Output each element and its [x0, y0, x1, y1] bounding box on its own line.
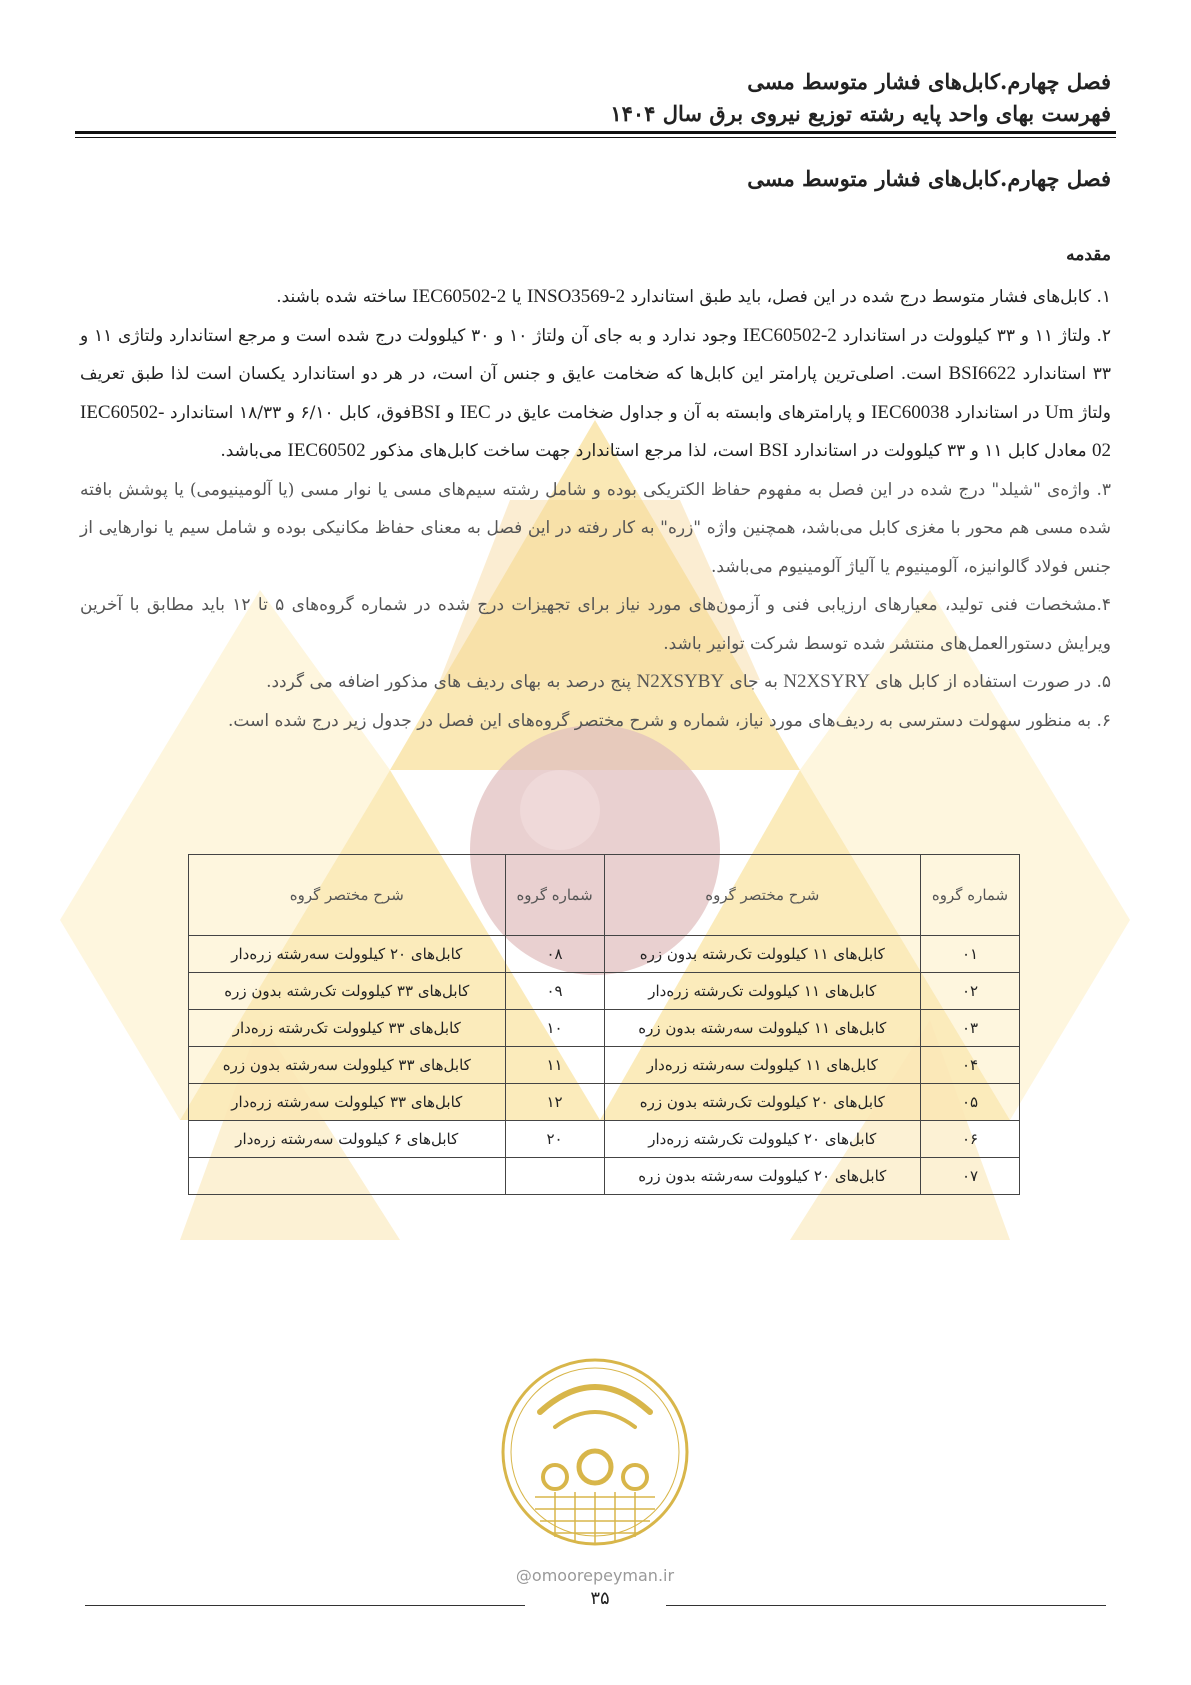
page-header — [80, 66, 1111, 130]
table-row — [189, 1047, 1020, 1084]
p2-standard-bsi-2: BSI — [758, 440, 789, 461]
p1-standard-1: INSO3569-2 — [526, 286, 626, 307]
footer-rule-left — [85, 1605, 525, 1606]
p2-standard-5: IEC60502 — [287, 440, 366, 461]
p1-text-a: ۱. کابل‌های فشار متوسط درج شده در این فصل، باید طبق استاندارد — [625, 287, 1111, 307]
group-description: کابل‌های ۱۱ کیلوولت سه‌رشته بدون زره — [604, 1010, 921, 1047]
page-number: ۳۵ — [590, 1588, 610, 1609]
group-description: کابل‌های ۱۱ کیلوولت سه‌رشته زره‌دار — [604, 1047, 921, 1084]
p2-text-g: فوق، کابل ۶/۱۰ و ۱۸/۳۳ استاندارد — [164, 402, 412, 423]
p1-text-b: یا — [506, 287, 527, 307]
group-number: ۱۱ — [505, 1047, 604, 1084]
p2-standard-2: BSI6622 — [948, 363, 1017, 384]
p2-text-j: می‌باشد. — [220, 441, 288, 461]
header-group-number-1: شماره گروه — [921, 855, 1020, 936]
group-description — [189, 1158, 506, 1195]
group-table — [188, 854, 1020, 1195]
group-number: ۰۹ — [505, 973, 604, 1010]
p2-standard-4: IEC60502-02 — [80, 401, 1111, 461]
header-rule-thick — [75, 131, 1116, 134]
group-number: ۰۱ — [921, 936, 1020, 973]
group-number: ۰۶ — [921, 1121, 1020, 1158]
group-number: ۲۰ — [505, 1121, 604, 1158]
header-group-desc-2: شرح مختصر گروه — [189, 855, 506, 936]
table-row — [189, 1121, 1020, 1158]
paragraph-3: ۳. واژه‌ی "شیلد" درج شده در این فصل به مفهوم حفاظ الکتریکی بوده و شامل رشته سیم‌های مسی یا نوار مسی (یا آلومینیومی) یا پوشش بافته شده مسی هم محور با مغزی کابل می‌باشد، همچنین واژه "زره" به کار رفته در این فصل به معنای حفاظ مکانیکی بوده و شامل سیم یا نوارهایی از جنس فولاد گالوانیزه، آلومینیوم یا آلیاژ آلومینیوم می‌باشد. — [80, 479, 1111, 577]
p2-text-b: وجود ندارد و به جای آن ولتاژ ۱۰ و ۳۰ کیلوولت درج شده است و مرجع استاندارد ولتاژی ۱۱ و ۳۳ استاندارد — [80, 325, 1111, 384]
chapter-title: فصل چهارم.کابل‌های فشار متوسط مسی — [747, 166, 1111, 191]
intro-body — [80, 278, 1111, 740]
group-number — [505, 1158, 604, 1195]
group-number: ۰۵ — [921, 1084, 1020, 1121]
group-number: ۰۸ — [505, 936, 604, 973]
header-group-number-2: شماره گروه — [505, 855, 604, 936]
group-description: کابل‌های ۳۳ کیلوولت سه‌رشته بدون زره — [189, 1047, 506, 1084]
table-row — [189, 936, 1020, 973]
p1-standard-2: IEC60502-2 — [412, 286, 507, 307]
website-link[interactable]: @omoorepeyman.ir — [515, 1566, 675, 1585]
p2-text-h: معادل کابل ۱۱ و ۳۳ کیلوولت در استاندارد — [788, 441, 1092, 461]
group-description: کابل‌های ۳۳ کیلوولت تک‌رشته بدون زره — [189, 973, 506, 1010]
header-chapter-title: فصل چهارم.کابل‌های فشار متوسط مسی — [747, 69, 1111, 94]
p5-cable-code-2: N2XSYBY — [636, 671, 725, 692]
group-number: ۱۲ — [505, 1084, 604, 1121]
p2-text-i: است، لذا مرجع استاندارد جهت ساخت کابل‌های مذکور — [365, 441, 759, 461]
p5-cable-code-1: N2XSYRY — [783, 671, 870, 692]
group-description: کابل‌های ۱۱ کیلوولت تک‌رشته بدون زره — [604, 936, 921, 973]
header-group-desc-1: شرح مختصر گروه — [604, 855, 921, 936]
group-number: ۰۴ — [921, 1047, 1020, 1084]
group-description: کابل‌های ۶ کیلوولت سه‌رشته زره‌دار — [189, 1121, 506, 1158]
paragraph-2 — [80, 317, 1111, 471]
group-number: ۱۰ — [505, 1010, 604, 1047]
paragraph-1 — [80, 278, 1111, 317]
header-document-title: فهرست بهای واحد پایه رشته توزیع نیروی برق سال ۱۴۰۴ — [610, 101, 1111, 126]
group-number: ۰۳ — [921, 1010, 1020, 1047]
group-description: کابل‌های ۲۰ کیلوولت سه‌رشته زره‌دار — [189, 936, 506, 973]
group-description: کابل‌های ۲۰ کیلوولت تک‌رشته بدون زره — [604, 1084, 921, 1121]
p2-standard-iec: IEC — [460, 401, 491, 423]
group-number: ۰۲ — [921, 973, 1020, 1010]
p1-text-c: ساخته شده باشند. — [276, 287, 413, 307]
p2-standard-3: IEC60038 — [871, 401, 950, 423]
p5-text-c: پنج درصد به بهای ردیف های مذکور اضافه می گردد. — [266, 672, 637, 692]
p5-text-b: به جای — [724, 672, 784, 692]
group-description: کابل‌های ۳۳ کیلوولت تک‌رشته زره‌دار — [189, 1010, 506, 1047]
table-row — [189, 973, 1020, 1010]
p2-text-e: و پارامترهای وابسته به آن و جداول ضخامت عایق در — [490, 402, 872, 423]
group-description: کابل‌های ۲۰ کیلوولت سه‌رشته بدون زره — [604, 1158, 921, 1195]
footer-rule-right — [666, 1605, 1106, 1606]
group-description: کابل‌های ۲۰ کیلوولت تک‌رشته زره‌دار — [604, 1121, 921, 1158]
table-row — [189, 1010, 1020, 1047]
paragraph-5 — [80, 663, 1111, 702]
p2-text-c: است. اصلی‌ترین پارامتر این کابل‌ها که ضخامت عایق و جنس آن است، در هر دو استاندارد یکسان است لذا طبق تعریف ولتاژ — [80, 364, 1111, 423]
p2-text-f: و — [440, 402, 461, 423]
p2-term-um: Um — [1045, 401, 1074, 423]
p2-standard-1: IEC60502-2 — [742, 324, 837, 346]
p2-text-d: در استاندارد — [949, 402, 1046, 423]
publisher-logo-icon — [495, 1342, 695, 1562]
p2-standard-bsi: BSI — [411, 401, 441, 423]
intro-heading: مقدمه — [1066, 245, 1111, 265]
table-row — [189, 1158, 1020, 1195]
table-header-row — [189, 855, 1020, 936]
header-rule-thin — [75, 137, 1116, 138]
group-description: کابل‌های ۳۳ کیلوولت سه‌رشته زره‌دار — [189, 1084, 506, 1121]
p2-text-a: ۲. ولتاژ ۱۱ و ۳۳ کیلوولت در استاندارد — [836, 325, 1112, 346]
group-number: ۰۷ — [921, 1158, 1020, 1195]
group-description: کابل‌های ۱۱ کیلوولت تک‌رشته زره‌دار — [604, 973, 921, 1010]
table-row — [189, 1084, 1020, 1121]
p5-text-a: ۵. در صورت استفاده از کابل های — [869, 672, 1111, 692]
paragraph-4: ۴.مشخصات فنی تولید، معیارهای ارزیابی فنی و آزمون‌های مورد نیاز برای تجهیزات درج شده در شماره گروه‌های ۵ تا ۱۲ باید مطابق با آخرین ویرایش دستورالعمل‌های منتشر شده توسط شرکت توانیر باشد. — [80, 595, 1111, 654]
paragraph-6: ۶. به منظور سهولت دسترسی به ردیف‌های مورد نیاز، شماره و شرح مختصر گروه‌های این فصل در جدول زیر درج شده است. — [228, 710, 1111, 731]
